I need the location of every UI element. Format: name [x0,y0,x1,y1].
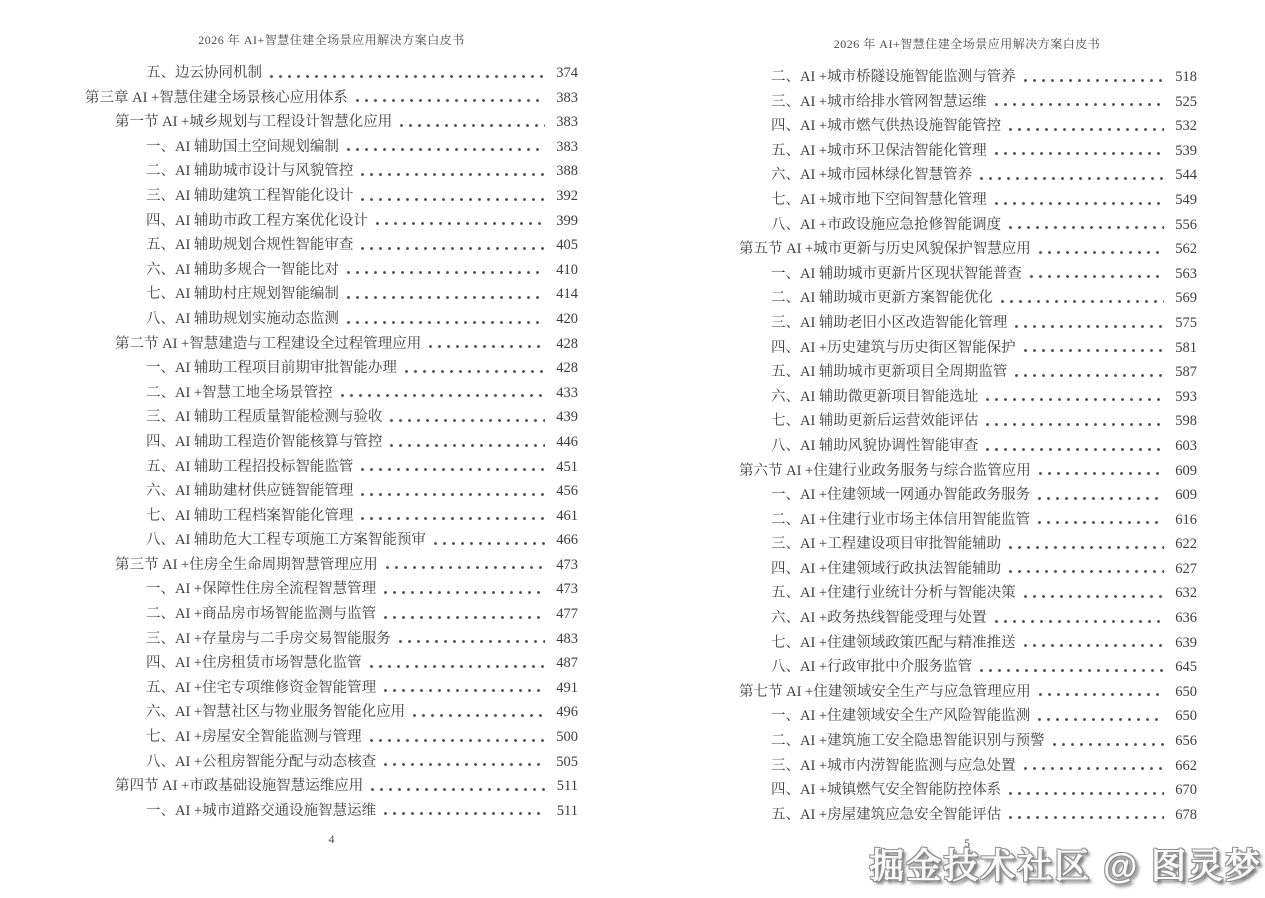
toc-entry-page-number: 575 [1175,314,1197,331]
toc-entry-page-number: 593 [1175,388,1197,405]
dot-leader [1023,78,1164,83]
toc-entry-page-number: 473 [556,556,578,573]
page-header-title: 2026 年 AI+智慧住建全场景应用解决方案白皮书 [198,33,465,47]
toc-entry-title: 六、AI +智慧社区与物业服务智能化应用 [146,704,406,721]
toc-entry [737,557,1197,582]
toc-entry-title: 八、AI +市政设施应急抢修智能调度 [771,216,1002,233]
toc-entry-page-number: 451 [556,458,578,475]
toc-entry [737,459,1197,484]
toc-entry-title: 八、AI 辅助规划实施动态监测 [146,310,339,327]
toc-entry-title: 四、AI 辅助工程造价智能核算与管控 [146,433,383,450]
dot-leader [428,344,545,349]
toc-entry-page-number: 587 [1175,364,1197,381]
toc-entry [85,700,578,725]
toc-entry-title: 第一节 AI +城乡规划与工程设计智慧化应用 [115,114,393,131]
dot-leader [398,639,545,644]
toc-entry-title: 三、AI +存量房与二手房交易智能服务 [146,630,391,647]
toc-entry-title: 六、AI 辅助多规合一智能比对 [146,261,339,278]
toc-entry [85,184,578,209]
toc-entry-page-number: 598 [1175,413,1197,430]
toc-entry [85,553,578,578]
dot-leader [1037,717,1164,722]
toc-entry [737,508,1197,533]
dot-leader [355,98,545,103]
toc-entry [737,680,1197,705]
dot-leader [1008,569,1164,574]
toc-entry [85,504,578,529]
toc-entry-page-number: 428 [556,360,578,377]
toc-entry-title: 三、AI +城市给排水管网智慧运维 [771,93,987,110]
toc-entry [737,655,1197,680]
toc-entry [85,479,578,504]
dot-leader [399,123,545,128]
toc-entry [85,651,578,676]
dot-leader [1038,250,1164,255]
toc-entry-page-number: 388 [556,163,578,180]
toc-entry [737,286,1197,311]
toc-entry-title: 第六节 AI +住建行业政务服务与综合监管应用 [739,462,1031,479]
dot-leader [385,565,545,570]
toc-entry-page-number: 399 [556,212,578,229]
toc-entry [85,356,578,381]
toc-entry-title: 二、AI +住建行业市场主体信用智能监管 [771,511,1031,528]
dot-leader [985,447,1164,452]
dot-leader [360,246,545,251]
toc-entry [85,307,578,332]
toc-entry-page-number: 562 [1175,241,1197,258]
dot-leader [346,147,545,152]
toc-entry [737,360,1197,385]
dot-leader [360,492,545,497]
toc-entry [737,434,1197,459]
toc-entry-title: 五、AI 辅助规划合规性智能审查 [146,237,354,254]
toc-entry-title: 四、AI +历史建筑与历史街区智能保护 [771,339,1016,356]
page-right [632,0,1265,898]
toc-entry-page-number: 616 [1175,511,1197,528]
toc-entry [737,532,1197,557]
toc-entry-page-number: 581 [1175,339,1197,356]
dot-leader [1037,520,1164,525]
toc-entry-title: 四、AI +城镇燃气安全智能防控体系 [771,782,1002,799]
toc-entry-title: 第五节 AI +城市更新与历史风貌保护智慧应用 [739,241,1031,258]
dot-leader [1037,496,1164,501]
toc-entry-page-number: 477 [556,606,578,623]
toc-entry [85,332,578,357]
dot-leader [346,270,545,275]
page-header-title: 2026 年 AI+智慧住建全场景应用解决方案白皮书 [833,37,1101,51]
toc-entry-title: 八、AI +行政审批中介服务监管 [771,659,973,676]
toc-list [85,61,578,823]
toc-entry [85,774,578,799]
toc-entry-page-number: 383 [556,89,578,106]
toc-entry-page-number: 645 [1175,659,1197,676]
toc-entry-page-number: 539 [1175,142,1197,159]
toc-entry [737,631,1197,656]
toc-entry-page-number: 544 [1175,167,1197,184]
toc-entry-page-number: 525 [1175,93,1197,110]
toc-entry-title: 七、AI +房屋安全智能监测与管理 [146,729,362,746]
toc-entry-page-number: 632 [1175,585,1197,602]
toc-entry [737,262,1197,287]
toc-entry-page-number: 609 [1175,487,1197,504]
toc-entry-title: 六、AI +政务热线智能受理与处置 [771,610,987,627]
toc-entry-page-number: 603 [1175,437,1197,454]
toc-entry [85,799,578,824]
toc-entry [737,90,1197,115]
toc-entry-page-number: 622 [1175,536,1197,553]
toc-entry-page-number: 511 [556,778,578,795]
toc-entry [85,135,578,160]
dot-leader [979,176,1164,181]
toc-entry-page-number: 410 [556,261,578,278]
toc-entry-page-number: 456 [556,483,578,500]
toc-entry-page-number: 609 [1175,462,1197,479]
toc-entry-title: 一、AI +城市道路交通设施智慧运维 [146,802,377,819]
toc-entry-title: 五、AI +住宅专项维修资金智能管理 [146,679,377,696]
toc-entry [737,163,1197,188]
toc-entry-page-number: 639 [1175,634,1197,651]
toc-entry-title: 五、边云协同机制 [146,65,262,81]
toc-entry [85,381,578,406]
toc-entry-title: 第二节 AI +智慧建造与工程建设全过程管理应用 [115,335,422,352]
toc-entry-page-number: 518 [1175,69,1197,85]
toc-entry-title: 一、AI +保障性住房全流程智慧管理 [146,581,377,598]
toc-entry-title: 二、AI 辅助城市更新方案智能优化 [771,290,993,307]
toc-entry-page-number: 383 [556,138,578,155]
toc-list [737,65,1197,827]
dot-leader [360,516,545,521]
dot-leader [340,393,545,398]
toc-entry-title: 五、AI 辅助工程招投标智能监管 [146,458,354,475]
toc-entry-title: 七、AI 辅助工程档案智能化管理 [146,507,354,524]
toc-entry [85,627,578,652]
dot-leader [383,762,545,767]
toc-entry-page-number: 383 [556,114,578,131]
toc-entry-title: 六、AI 辅助建材供应链智能管理 [146,483,354,500]
toc-entry-page-number: 627 [1175,560,1197,577]
watermark-text: 掘金技术社区 @ 图灵梦 [869,847,1262,886]
toc-entry-title: 二、AI +智慧工地全场景管控 [146,384,333,401]
dot-leader [994,201,1164,206]
dot-leader [1014,373,1164,378]
toc-entry-page-number: 446 [556,433,578,450]
toc-entry-title: 第四节 AI +市政基础设施智慧运维应用 [115,778,364,795]
toc-entry [737,754,1197,779]
toc-entry-page-number: 511 [556,802,578,819]
toc-entry [85,233,578,258]
dot-leader [369,664,545,669]
toc-entry-title: 七、AI 辅助村庄规划智能编制 [146,286,339,303]
toc-entry-title: 一、AI 辅助城市更新片区现状智能普查 [771,265,1022,282]
toc-entry [85,528,578,553]
toc-entry-title: 四、AI 辅助市政工程方案优化设计 [146,212,368,229]
toc-entry-title: 二、AI 辅助城市设计与风貌管控 [146,163,354,180]
dot-leader [1008,225,1164,230]
toc-entry [85,258,578,283]
toc-entry [85,725,578,750]
toc-entry-title: 六、AI +城市园林绿化智慧管养 [771,167,973,184]
toc-entry-title: 七、AI 辅助更新后运营效能评估 [771,413,979,430]
dot-leader [389,418,545,423]
toc-entry [737,213,1197,238]
toc-entry-title: 二、AI +建筑施工安全隐患智能识别与预警 [771,733,1045,750]
toc-entry [737,409,1197,434]
toc-entry-page-number: 428 [556,335,578,352]
toc-entry-page-number: 461 [556,507,578,524]
toc-entry-page-number: 433 [556,384,578,401]
dot-leader [994,619,1164,624]
toc-entry-title: 四、AI +住房租赁市场智慧化监管 [146,655,362,672]
toc-entry-title: 五、AI 辅助城市更新项目全周期监管 [771,364,1008,381]
dot-leader [433,541,545,546]
dot-leader [383,615,545,620]
toc-entry-title: 五、AI +住建行业统计分析与智能决策 [771,585,1016,602]
toc-entry-page-number: 662 [1175,757,1197,774]
toc-entry [85,577,578,602]
toc-entry-page-number: 549 [1175,191,1197,208]
toc-entry-page-number: 491 [556,679,578,696]
page-number: 5 [964,836,970,851]
toc-entry [737,704,1197,729]
toc-entry-title: 三、AI +工程建设项目审批智能辅助 [771,536,1002,553]
dot-leader [994,151,1164,156]
toc-entry [737,729,1197,754]
dot-leader [389,443,545,448]
toc-entry-title: 三、AI 辅助老旧小区改造智能化管理 [771,314,1008,331]
toc-entry-title: 七、AI +城市地下空间智慧化管理 [771,191,987,208]
dot-leader [360,172,545,177]
toc-entry-title: 四、AI +住建领域行政执法智能辅助 [771,560,1002,577]
toc-entry-page-number: 439 [556,409,578,426]
toc-entry-page-number: 392 [556,187,578,204]
dot-leader [994,102,1164,107]
toc-entry [85,61,578,86]
dot-leader [1008,127,1164,132]
dot-leader [1023,643,1164,648]
toc-entry [85,430,578,455]
toc-entry-page-number: 496 [556,704,578,721]
dot-leader [369,738,545,743]
toc-entry-page-number: 505 [556,753,578,770]
toc-entry-title: 五、AI +城市环卫保洁智能化管理 [771,142,987,159]
toc-entry-title: 第三节 AI +住房全生命周期智慧管理应用 [115,556,378,573]
toc-entry [85,282,578,307]
dot-leader [360,197,545,202]
toc-entry-page-number: 636 [1175,610,1197,627]
toc-entry-title: 四、AI +城市燃气供热设施智能管控 [771,118,1002,135]
dot-leader [1023,766,1164,771]
toc-entry-page-number: 414 [556,286,578,303]
dot-leader [1008,791,1164,796]
dot-leader [360,467,545,472]
toc-entry [737,65,1197,90]
toc-entry-title: 八、AI +公租房智能分配与动态核查 [146,753,377,770]
toc-entry-page-number: 569 [1175,290,1197,307]
toc-entry-page-number: 650 [1175,683,1197,700]
dot-leader [375,221,545,226]
toc-entry-title: 三、AI 辅助工程质量智能检测与验收 [146,409,383,426]
toc-entry-page-number: 420 [556,310,578,327]
toc-entry [85,602,578,627]
toc-entry-title: 八、AI 辅助危大工程专项施工方案智能预审 [146,532,426,549]
toc-entry-page-number: 670 [1175,782,1197,799]
dot-leader [370,787,545,792]
page-left [0,0,632,898]
toc-entry-page-number: 405 [556,237,578,254]
toc-entry-page-number: 563 [1175,265,1197,282]
toc-entry [85,455,578,480]
toc-entry [737,139,1197,164]
toc-entry-page-number: 532 [1175,118,1197,135]
dot-leader [269,74,545,79]
toc-entry [737,778,1197,803]
toc-entry [85,750,578,775]
toc-entry-page-number: 500 [556,729,578,746]
toc-entry [737,385,1197,410]
toc-entry-page-number: 473 [556,581,578,598]
dot-leader [1038,471,1164,476]
toc-entry-title: 第七节 AI +住建领域安全生产与应急管理应用 [739,683,1031,700]
toc-entry-title: 五、AI +房屋建筑应急安全智能评估 [771,806,1002,823]
dot-leader [383,811,545,816]
toc-entry [737,581,1197,606]
dot-leader [346,295,545,300]
toc-entry-page-number: 374 [556,65,578,81]
dot-leader [412,713,545,718]
toc-entry-page-number: 656 [1175,733,1197,750]
toc-entry-title: 七、AI +住建领域政策匹配与精准推送 [771,634,1016,651]
toc-entry-title: 第三章 AI +智慧住建全场景核心应用体系 [85,89,348,106]
dot-leader [404,369,545,374]
toc-entry-title: 一、AI +住建领域一网通办智能政务服务 [771,487,1031,504]
page-number: 4 [328,832,335,847]
toc-entry [85,86,578,111]
toc-entry [737,188,1197,213]
toc-entry [737,311,1197,336]
toc-entry [737,483,1197,508]
toc-entry-title: 八、AI 辅助风貌协调性智能审查 [771,437,979,454]
toc-entry-title: 二、AI +城市桥隧设施智能监测与管养 [771,69,1016,85]
toc-entry-title: 一、AI +住建领域安全生产风险智能监测 [771,708,1031,725]
toc-entry-page-number: 487 [556,655,578,672]
toc-entry [737,114,1197,139]
dot-leader [985,397,1164,402]
toc-entry [85,405,578,430]
dot-leader [1014,324,1164,329]
toc-entry [85,110,578,135]
toc-entry-title: 一、AI 辅助工程项目前期审批智能办理 [146,360,397,377]
toc-entry [85,159,578,184]
dot-leader [985,422,1164,427]
toc-entry-title: 一、AI 辅助国土空间规划编制 [146,138,339,155]
toc-entry [737,803,1197,828]
toc-entry [85,676,578,701]
dot-leader [1038,692,1164,697]
dot-leader [1023,594,1164,599]
toc-entry [737,606,1197,631]
toc-entry-page-number: 466 [556,532,578,549]
toc-entry-page-number: 650 [1175,708,1197,725]
toc-entry [737,336,1197,361]
dot-leader [346,320,545,325]
dot-leader [1008,545,1164,550]
toc-entry [85,209,578,234]
dot-leader [1000,299,1164,304]
toc-entry-page-number: 678 [1175,806,1197,823]
toc-entry-page-number: 483 [556,630,578,647]
dot-leader [383,688,545,693]
dot-leader [383,590,545,595]
toc-entry-title: 二、AI +商品房市场智能监测与监管 [146,606,377,623]
dot-leader [1023,348,1164,353]
toc-entry-title: 三、AI +城市内涝智能监测与应急处置 [771,757,1016,774]
dot-leader [1008,815,1164,820]
dot-leader [1029,274,1164,279]
toc-entry-title: 三、AI 辅助建筑工程智能化设计 [146,187,354,204]
toc-entry [737,237,1197,262]
toc-entry-page-number: 556 [1175,216,1197,233]
dot-leader [979,668,1164,673]
dot-leader [1052,742,1164,747]
toc-entry-title: 六、AI 辅助微更新项目智能选址 [771,388,979,405]
